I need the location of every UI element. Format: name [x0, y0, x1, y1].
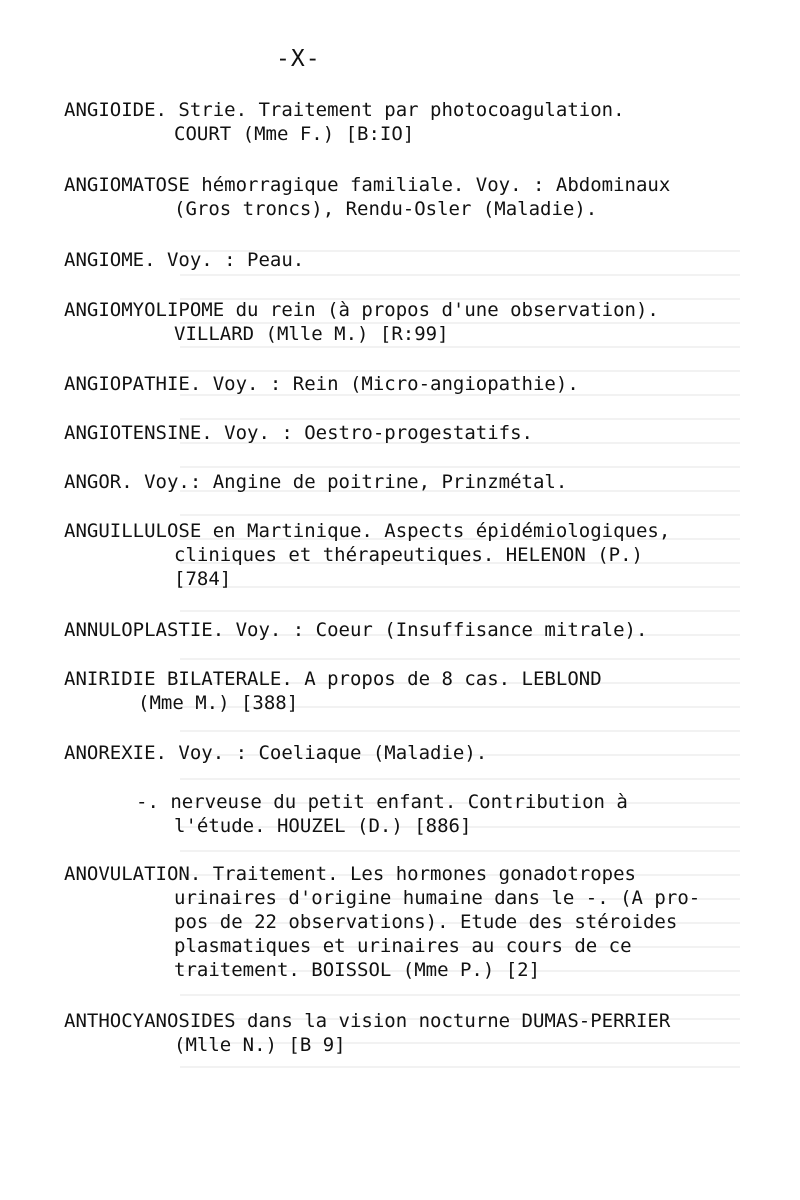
index-entry-angor: [64, 470, 567, 494]
entry-line: (Gros troncs), Rendu-Osler (Maladie).: [174, 198, 598, 220]
entry-line: pos de 22 observations). Etude des stéroides: [174, 911, 678, 933]
entry-line: ANGIOMYOLIPOME du rein (à propos d'une observation).: [64, 299, 659, 321]
entry-line: (Mlle N.) [B 9]: [174, 1034, 346, 1056]
index-entry-angiotensine: [64, 421, 533, 445]
entry-line: ANGIOME. Voy. : Peau.: [64, 249, 305, 271]
index-entry-anovulation: [64, 862, 700, 982]
index-entry-aniridie: [64, 667, 602, 715]
index-entry-angiomyolipome: [64, 298, 659, 346]
page-number: -X-: [276, 46, 321, 72]
entry-line: traitement. BOISSOL (Mme P.) [2]: [174, 959, 541, 981]
entry-line: ANGIOIDE. Strie. Traitement par photocoagulation.: [64, 99, 625, 121]
entry-line: ANGOR. Voy.: Angine de poitrine, Prinzmétal.: [64, 471, 568, 493]
entry-line: ANNULOPLASTIE. Voy. : Coeur (Insuffisance mitrale).: [64, 619, 648, 641]
index-entry-anthocyanosides: [64, 1009, 670, 1057]
entry-line: -. nerveuse du petit enfant. Contribution à: [136, 791, 628, 813]
entry-line: ANGUILLULOSE en Martinique. Aspects épidémiologiques,: [64, 520, 671, 542]
entry-line: ANIRIDIE BILATERALE. A propos de 8 cas. LEBLOND: [64, 668, 602, 690]
index-entry-anorexie-sub: [64, 790, 628, 838]
entry-line: plasmatiques et urinaires au cours de ce: [174, 935, 632, 957]
entry-line: urinaires d'origine humaine dans le -. (A pro-: [174, 887, 701, 909]
entry-line: COURT (Mme F.) [B:IO]: [174, 123, 415, 145]
entry-line: VILLARD (Mlle M.) [R:99]: [174, 323, 449, 345]
entry-line: ANOREXIE. Voy. : Coeliaque (Maladie).: [64, 742, 488, 764]
entry-line: ANGIOTENSINE. Voy. : Oestro-progestatifs.: [64, 422, 533, 444]
entry-line: [784]: [174, 568, 232, 590]
entry-line: ANGIOMATOSE hémorragique familiale. Voy. : Abdominaux: [64, 174, 671, 196]
index-entry-annuloplastie: [64, 618, 647, 642]
index-entry-angiome: [64, 248, 304, 272]
entry-line: l'étude. HOUZEL (D.) [886]: [174, 815, 472, 837]
index-entry-angiopathie: [64, 372, 579, 396]
entry-line: ANTHOCYANOSIDES dans la vision nocturne DUMAS-PERRIER: [64, 1010, 671, 1032]
index-entry-anorexie: [64, 741, 487, 765]
entry-line: ANOVULATION. Traitement. Les hormones gonadotropes: [64, 863, 636, 885]
index-entry-angioide: [64, 98, 625, 146]
entry-line: ANGIOPATHIE. Voy. : Rein (Micro-angiopathie).: [64, 373, 579, 395]
entry-line: (Mme M.) [388]: [138, 692, 299, 714]
index-entry-anguillulose: [64, 519, 670, 591]
entry-line: cliniques et thérapeutiques. HELENON (P.): [174, 544, 643, 566]
index-entry-angiomatose: [64, 173, 670, 221]
